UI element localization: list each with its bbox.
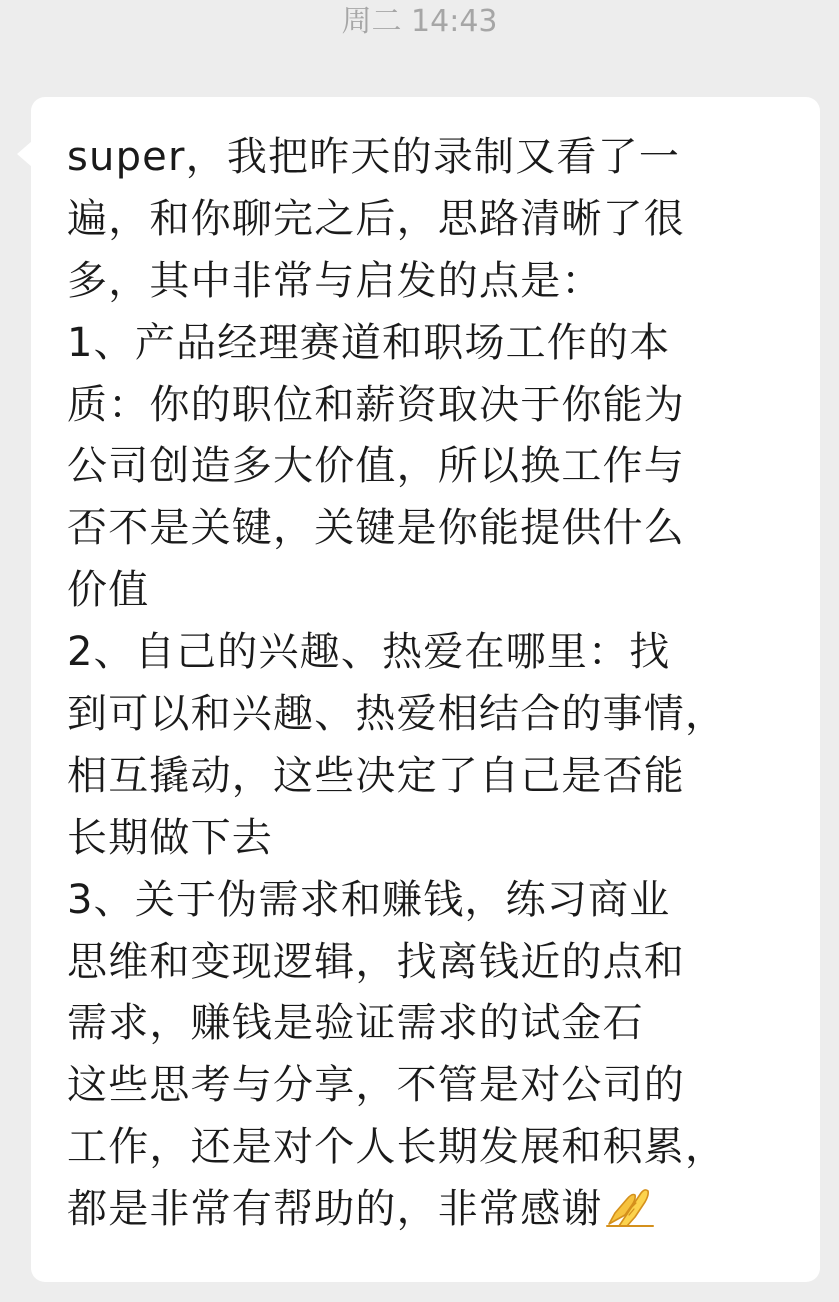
message-line: 这些思考与分享，不管是对公司的	[67, 1062, 685, 1109]
message-line: 需求，赚钱是验证需求的试金石	[67, 1000, 644, 1047]
message-line: 价值	[67, 567, 150, 614]
message-line: 2、自己的兴趣、热爱在哪里：找	[67, 629, 671, 676]
message-line: 思维和变现逻辑，找离钱近的点和	[67, 938, 685, 985]
message-line: 到可以和兴趣、热爱相结合的事情，	[67, 691, 727, 738]
message-line: 长期做下去	[67, 814, 273, 861]
message-line: super，我把昨天的录制又看了一	[67, 134, 681, 180]
bubble-tail	[17, 141, 32, 167]
message-line-last	[67, 1179, 787, 1241]
message-line-last-text: 都是非常有帮助的，非常感谢	[67, 1186, 603, 1233]
message-line: 否不是关键，关键是你能提供什么	[67, 505, 685, 552]
message-line: 相互撬动，这些决定了自己是否能	[67, 752, 685, 799]
message-line: 质：你的职位和薪资取决于你能为	[67, 381, 685, 428]
message-line: 公司创造多大价值，所以换工作与	[67, 443, 685, 490]
message-line: 遍，和你聊完之后，思路清晰了很	[67, 195, 685, 242]
message-line: 工作，还是对个人长期发展和积累，	[67, 1124, 727, 1171]
message-line: 3、关于伪需求和赚钱，练习商业	[67, 876, 671, 923]
message-text	[67, 127, 787, 1241]
folded-hands-emoji-icon	[605, 1184, 655, 1247]
message-line: 多，其中非常与启发的点是：	[67, 257, 603, 304]
message-timestamp: 周二 14:43	[341, 4, 498, 39]
received-message-bubble[interactable]	[31, 97, 820, 1282]
message-line: 1、产品经理赛道和职场工作的本	[67, 319, 671, 366]
